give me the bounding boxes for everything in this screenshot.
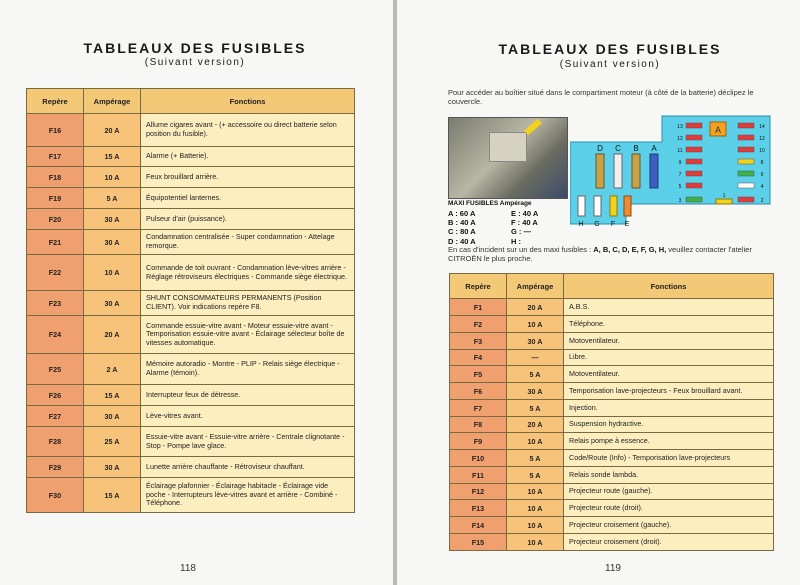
table-row [450,366,774,383]
maxi-fuses-list [448,209,574,246]
header-fonctions: Fonctions [141,89,355,114]
table-row [450,333,774,350]
list-item [448,218,574,227]
fuse-fonction: Essuie-vitre avant - Essuie-vitre arrière - Centrale clignotante - Stop - Pompe lave glace. [141,427,355,457]
table-row [27,209,355,230]
header-amperage: Ampérage [84,89,141,114]
right-page-title: TABLEAUX DES FUSIBLES [498,41,722,57]
fuse-fonction: Libre. [564,350,774,366]
header-repere: Repère [27,89,84,114]
fuse-fonction: Pulseur d'air (puissance). [141,209,355,230]
fuse-amperage: — [507,350,564,366]
mini-fuse [686,147,702,152]
maxi-fuse-letter: E [624,221,630,228]
header-amperage: Ampérage [507,274,564,299]
fuse-repere: F15 [450,534,507,551]
fuse-repere: F23 [27,291,84,316]
maxi-fuse-f: F : 40 A [511,218,538,228]
table-row [450,450,774,467]
header-fonctions: Fonctions [564,274,774,299]
incident-prefix: En cas d'incident sur un des maxi fusibles : [448,245,594,254]
mini-fuse [738,147,754,152]
fuse-fonction: Projecteur croisement (droit). [564,534,774,551]
table-row [27,457,355,478]
fuse-repere: F16 [27,114,84,147]
maxi-fuse-e [624,196,631,216]
table-row [27,114,355,147]
table-header-row [450,274,774,299]
mini-fuse [738,197,754,202]
fuse-amperage: 15 A [84,385,141,406]
incident-note [448,245,780,264]
fuse-fonction: Équipotentiel lanternes. [141,188,355,209]
mini-fuse [686,171,702,176]
fuse-fonction: Interrupteur feux de détresse. [141,385,355,406]
table-row [27,147,355,167]
fuse-amperage: 20 A [84,316,141,354]
table-header-row [27,89,355,114]
right-fuse-table [449,273,774,551]
fuse-number: 3 [678,198,682,204]
fuse-amperage: 10 A [507,534,564,551]
maxi-fuses-title: MAXI FUSIBLES Ampérage [448,200,532,207]
incident-suffix: veuillez contacter l'atelier CITROËN le plus proche. [448,245,752,264]
fuse-fonction: Motoventilateur. [564,366,774,383]
fuse-amperage: 10 A [507,484,564,500]
table-row [450,350,774,366]
left-fuse-table [26,88,355,513]
fuse-fonction: Commande essuie-vitre avant - Moteur essuie-vitre avant - Temporisation essuie-vitre avant - Éclairage sélecteur boîte de vitesses automatique. [141,316,355,354]
fuse-fonction: Allume cigares avant - (+ accessoire ou direct batterie selon position du fusible). [141,114,355,147]
fuse-amperage: 5 A [507,467,564,484]
maxi-fuse-letter: C [615,144,621,153]
mini-fuse [686,135,702,140]
table-row [450,299,774,316]
fuse-amperage: 10 A [507,316,564,333]
fuse-repere: F27 [27,406,84,427]
maxi-fuse-d [596,154,604,188]
fuse-box-cover [489,132,527,162]
fuse-amperage: 5 A [84,188,141,209]
left-page-title: TABLEAUX DES FUSIBLES [83,40,307,56]
table-row [27,427,355,457]
fuse-number: 11 [677,148,683,154]
mini-fuse [738,135,754,140]
mini-fuse [686,123,702,128]
fuse-number: 13 [677,124,683,130]
maxi-fuse-b [632,154,640,188]
mini-fuse [738,171,754,176]
table-row [27,255,355,291]
maxi-fuse-g [594,196,601,216]
mini-fuse [686,159,702,164]
fuse-number: 14 [759,124,765,130]
fuse-number: 12 [759,136,765,142]
maxi-fuse-c [614,154,622,188]
table-row [450,467,774,484]
table-row [27,354,355,385]
maxi-fuse-a: A : 60 A [448,209,476,218]
fuse-fonction: Condamnation centralisée - Super condamnation - Attelage remorque. [141,230,355,255]
mini-fuse [738,159,754,164]
fuse-repere: F7 [450,400,507,417]
fuse-fonction: Injection. [564,400,774,417]
table-row [27,188,355,209]
fuse-repere: F30 [27,478,84,513]
fuse-repere: F9 [450,433,507,450]
maxi-fuse-b: B : 40 A [448,218,476,228]
right-page-number: 119 [605,563,621,574]
fuse-box-diagram [570,112,774,230]
fuse-fonction: Mémoire autoradio - Montre - PLIP - Relais siège électrique - Alarme (témoin). [141,354,355,385]
fuse-repere: F10 [450,450,507,467]
fuse-repere: F21 [27,230,84,255]
fuse-repere: F12 [450,484,507,500]
fuse-repere: F6 [450,383,507,400]
engine-compartment-photo [448,117,568,199]
fuse-fonction: Suspension hydractive. [564,417,774,433]
fuse-amperage: 30 A [84,209,141,230]
arrow-icon [524,119,542,135]
fuse-amperage: 30 A [84,230,141,255]
fuse-amperage: 30 A [84,457,141,478]
maxi-fuse-f [610,196,617,216]
maxi-fuse-letter: F [610,221,616,228]
fuse-repere: F2 [450,316,507,333]
fuse-repere: F19 [27,188,84,209]
fuse-fonction: Motoventilateur. [564,333,774,350]
mini-fuse-1 [716,199,732,204]
table-row [450,534,774,551]
fuse-fonction: Temporisation lave-projecteurs - Feux brouillard avant. [564,383,774,400]
fuse-amperage: 15 A [84,478,141,513]
maxi-fuse-letter: H [578,221,584,228]
fuse-number: 6 [760,172,764,178]
maxi-fuse-c: C : 80 A [448,227,476,237]
maxi-fuse-d: D : 40 A [448,236,476,246]
fuse-amperage: 30 A [507,383,564,400]
table-row [450,316,774,333]
fuse-repere: F22 [27,255,84,291]
fuse-fonction: Alarme (+ Batterie). [141,147,355,167]
incident-letters: A, B, C, D, E, F, G, H, [593,245,667,254]
left-page-subtitle: (Suivant version) [144,57,246,68]
maxi-fuse-g: G : — [511,227,531,237]
fuse-repere: F17 [27,147,84,167]
list-item [448,209,574,218]
table-row [27,406,355,427]
maxi-fuse-e: E : 40 A [511,209,539,218]
fuse-fonction: Code/Route (Info) - Temporisation lave-projecteurs [564,450,774,467]
fuse-amperage: 20 A [507,299,564,316]
fuse-amperage: 10 A [507,517,564,534]
table-row [27,230,355,255]
fuse-number: 5 [678,184,682,190]
table-row [27,385,355,406]
table-row [450,517,774,534]
fuse-amperage: 2 A [84,354,141,385]
fuse-repere: F11 [450,467,507,484]
fuse-amperage: 10 A [507,500,564,517]
access-instructions: Pour accéder au boîtier situé dans le compartiment moteur (à côté de la batterie) déclipez le couvercle. [448,88,754,107]
fuse-amperage: 15 A [84,147,141,167]
maxi-fuse-h: H : [511,236,521,246]
fuse-repere: F5 [450,366,507,383]
maxi-fuse-letter: A [651,144,657,153]
mini-fuse [686,197,702,202]
fuse-repere: F14 [450,517,507,534]
maxi-fuse-letter: D [597,144,603,153]
fuse-repere: F3 [450,333,507,350]
mini-fuse [738,123,754,128]
fuse-fonction: Éclairage plafonnier - Éclairage habitacle - Éclairage vide poche - Interrupteurs lève-vitres avant et arrière - Combiné - Téléphone. [141,478,355,513]
fuse-fonction: SHUNT CONSOMMATEURS PERMANENTS (Position CLIENT). Voir indications repère F8. [141,291,355,316]
table-row [450,500,774,517]
fuse-number: 4 [760,184,764,190]
fuse-repere: F28 [27,427,84,457]
fuse-repere: F20 [27,209,84,230]
fuse-number: 9 [678,160,682,166]
mini-fuse-label-1: 1 [722,193,726,199]
fuse-fonction: Téléphone. [564,316,774,333]
box-letter-a: A [714,125,722,135]
list-item [448,227,574,236]
fuse-fonction: A.B.S. [564,299,774,316]
fuse-amperage: 20 A [84,114,141,147]
fuse-repere: F26 [27,385,84,406]
table-row [27,167,355,188]
fuse-repere: F25 [27,354,84,385]
fuse-amperage: 10 A [84,167,141,188]
right-page-subtitle: (Suivant version) [559,59,661,70]
fuse-repere: F13 [450,500,507,517]
fuse-repere: F8 [450,417,507,433]
fuse-box-diagram-svg [570,112,774,230]
fuse-fonction: Projecteur croisement (gauche). [564,517,774,534]
fuse-number: 10 [759,148,765,154]
mini-fuse [686,183,702,188]
fuse-amperage: 25 A [84,427,141,457]
fuse-amperage: 30 A [84,406,141,427]
table-row [450,484,774,500]
table-row [27,316,355,354]
fuse-amperage: 20 A [507,417,564,433]
left-page-number: 118 [180,563,196,574]
fuse-fonction: Relais sonde lambda. [564,467,774,484]
table-row [450,400,774,417]
fuse-number: 7 [678,172,682,178]
table-row [27,478,355,513]
fuse-number: 12 [677,136,683,142]
fuse-fonction: Lève-vitres avant. [141,406,355,427]
fuse-fonction: Commande de toit ouvrant - Condamnation lève-vitres arrière - Réglage rétroviseurs électriques - Commande siège électrique. [141,255,355,291]
fuse-repere: F1 [450,299,507,316]
maxi-fuse-letter: G [594,221,600,228]
fuse-fonction: Relais pompe à essence. [564,433,774,450]
table-row [450,433,774,450]
header-repere: Repère [450,274,507,299]
maxi-fuse-h [578,196,585,216]
fuse-number: 2 [760,198,764,204]
fuse-fonction: Projecteur route (droit). [564,500,774,517]
mini-fuse [738,183,754,188]
fuse-repere: F29 [27,457,84,478]
fuse-repere: F4 [450,350,507,366]
maxi-fuse-a [650,154,658,188]
fuse-amperage: 30 A [84,291,141,316]
table-row [27,291,355,316]
fuse-amperage: 5 A [507,400,564,417]
table-row [450,383,774,400]
fuse-amperage: 10 A [84,255,141,291]
fuse-fonction: Lunette arrière chauffante - Rétroviseur chauffant. [141,457,355,478]
maxi-fuse-letter: B [633,144,639,153]
fuse-amperage: 5 A [507,450,564,467]
fuse-fonction: Projecteur route (gauche). [564,484,774,500]
fuse-repere: F18 [27,167,84,188]
fuse-amperage: 10 A [507,433,564,450]
fuse-repere: F24 [27,316,84,354]
fuse-amperage: 30 A [507,333,564,350]
fuse-fonction: Feux brouillard arrière. [141,167,355,188]
table-row [450,417,774,433]
fuse-amperage: 5 A [507,366,564,383]
fuse-number: 8 [760,160,764,166]
